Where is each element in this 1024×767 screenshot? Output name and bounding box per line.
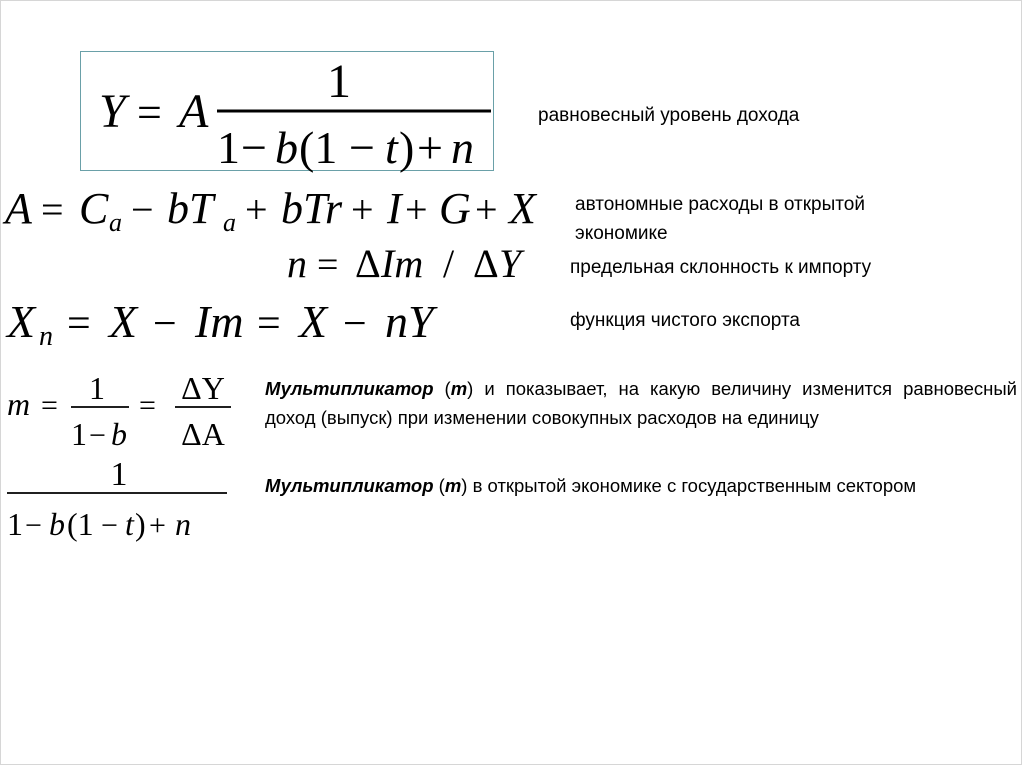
autonomous-formula [5,183,545,237]
autonomous-label-line1: автономные расходы в открытой [575,194,865,215]
svg-text:=: = [41,187,64,232]
svg-text:a: a [223,208,236,237]
svg-text:(1: (1 [67,506,94,542]
svg-text:=: = [317,244,339,286]
multiplier-description: Мультипликатор (m) и показывает, на какую величину изменится равновесный доход (выпуск) при изменении совокупных расходов на единицу [265,378,1017,428]
equilibrium-formula [81,51,493,171]
svg-text:A: A [5,184,32,233]
svg-text:−: − [131,187,154,232]
svg-text:m: m [7,386,31,422]
svg-text:1: 1 [327,55,351,108]
marginal-import-label: предельная склонность к импорту [570,257,872,278]
svg-text:ΔY: ΔY [181,370,225,406]
svg-text:bTr: bTr [281,184,343,233]
svg-text:=: = [139,389,156,422]
svg-text:=: = [137,88,162,137]
svg-text:−: − [25,509,42,542]
svg-text:−: − [349,122,375,173]
svg-text:1: 1 [217,122,240,173]
svg-text:(1: (1 [299,122,338,173]
svg-text:bT: bT [167,184,214,233]
open-multiplier-description-text: в открытой экономике с государственным сектором [472,475,917,496]
svg-text:1: 1 [7,506,23,542]
svg-text:G: G [439,184,471,233]
svg-text:I: I [387,184,402,233]
svg-text:n: n [287,241,307,286]
svg-text:X: X [7,296,36,347]
svg-text:b: b [275,122,298,173]
autonomous-label-line2: экономике [575,223,668,244]
equilibrium-income-label: равновесный уровень дохода [538,105,800,126]
svg-text:X: X [109,296,138,347]
multiplier-term: Мультипликатор [265,378,434,399]
net-export-label: функция чистого экспорта [570,310,800,331]
svg-text:Im: Im [381,241,424,286]
svg-text:b: b [49,506,65,542]
net-export-formula [7,293,457,352]
svg-text:t: t [125,506,134,542]
svg-text:C: C [79,184,109,233]
svg-text:1: 1 [71,416,87,452]
svg-text:−: − [153,301,177,347]
svg-text:−: − [101,509,118,542]
svg-text:t: t [385,122,398,173]
svg-text:X: X [299,296,328,347]
svg-text:+: + [245,187,268,232]
svg-text:a: a [109,208,122,237]
svg-text:Im: Im [195,296,244,347]
open-multiplier-symbol: m [444,475,462,496]
svg-text:A: A [179,85,209,138]
svg-text:n: n [39,321,53,352]
svg-text:+: + [405,187,428,232]
open-multiplier-description: Мультипликатор (m) в открытой экономике с государственным сектором [265,475,917,496]
svg-text:1: 1 [89,370,105,406]
svg-text:): ) [399,122,415,173]
svg-text:n: n [451,122,474,173]
multiplier-description-text: и показывает, на какую величину изменится равновесный доход (выпуск) при изменении совокупных расходов на единицу [265,378,1017,428]
open-multiplier-term: Мультипликатор [265,475,434,496]
svg-text:Y: Y [99,85,126,138]
svg-text:−: − [343,301,367,347]
svg-text:=: = [67,301,91,347]
svg-text:−: − [89,419,106,452]
svg-text:): ) [135,506,146,542]
svg-text:Δ: Δ [473,241,499,286]
svg-text:ΔA: ΔA [181,416,225,452]
svg-text:+: + [351,187,374,232]
svg-text:n: n [175,506,191,542]
svg-text:Δ: Δ [355,241,381,286]
multiplier-formula [7,367,237,457]
multiplier-symbol: m [450,378,468,399]
svg-text:+: + [417,122,443,173]
svg-text:−: − [241,122,267,173]
import-propensity-formula [287,243,537,293]
svg-text:+: + [475,187,498,232]
svg-text:1: 1 [110,456,128,493]
svg-text:+: + [149,509,166,542]
svg-text:X: X [509,184,536,233]
svg-text:nY: nY [385,296,434,347]
open-multiplier-formula [7,451,229,545]
svg-text:Y: Y [499,241,522,286]
svg-text:=: = [257,301,281,347]
svg-text:/: / [443,241,455,286]
svg-text:=: = [41,389,58,422]
svg-text:b: b [111,416,127,452]
